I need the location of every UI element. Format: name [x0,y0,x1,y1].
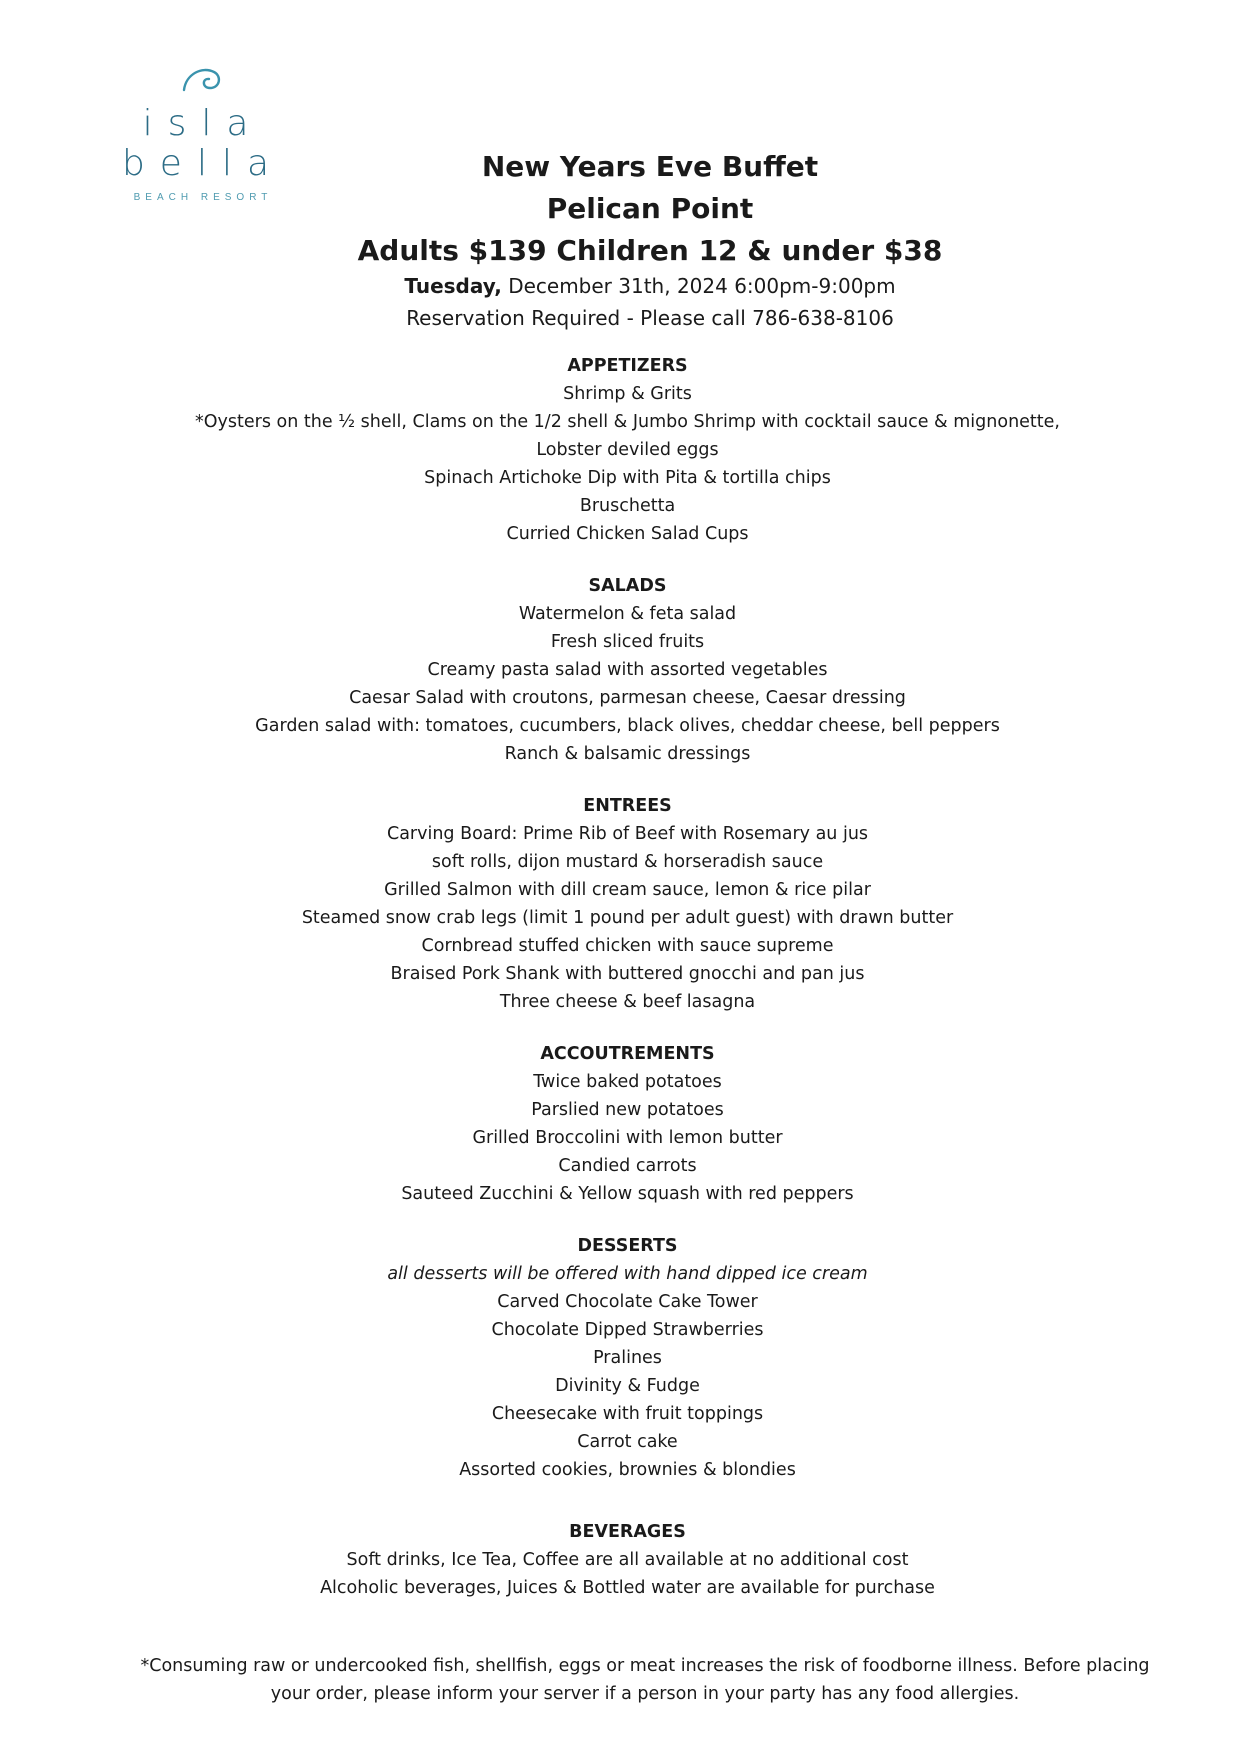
menu-item: Grilled Broccolini with lemon butter [472,1128,783,1148]
menu-item: Pralines [593,1348,662,1368]
resort-logo [118,62,288,242]
section-title: SALADS [588,576,667,596]
menu-item: Ranch & balsamic dressings [504,744,751,764]
event-title: New Years Eve Buffet [481,150,819,183]
event-day: Tuesday, [404,274,502,298]
menu-item: *Oysters on the ½ shell, Clams on the 1/2 shell & Jumbo Shrimp with cocktail sauce & mignonette, [195,412,1060,432]
menu-item: Cheesecake with fruit toppings [491,1404,764,1424]
menu-item: Spinach Artichoke Dip with Pita & tortilla chips [424,468,831,488]
menu-item: Caesar Salad with croutons, parmesan cheese, Caesar dressing [349,688,906,708]
menu-item: Candied carrots [558,1156,697,1176]
disclaimer-line: *Consuming raw or undercooked fish, shellfish, eggs or meat increases the risk of foodborne illness. Before placing [140,1656,1150,1676]
event-date-time: December 31th, 2024 6:00pm-9:00pm [508,274,896,298]
venue-name: Pelican Point [546,192,754,225]
menu-item: Parslied new potatoes [531,1100,724,1120]
menu-item: Creamy pasta salad with assorted vegetables [427,660,828,680]
menu-item: Carved Chocolate Cake Tower [497,1292,758,1312]
section-entrees [60,792,1195,1016]
reservation-info: Reservation Required - Please call 786-638-8106 [406,306,894,330]
menu-item: Alcoholic beverages, Juices & Bottled water are available for purchase [320,1578,935,1598]
menu-item: Divinity & Fudge [555,1376,700,1396]
menu-item: Sauteed Zucchini & Yellow squash with red peppers [401,1184,854,1204]
section-salads [60,572,1195,768]
menu-item: Bruschetta [579,496,676,516]
section-title: APPETIZERS [567,356,688,376]
section-title: ACCOUTREMENTS [540,1044,715,1064]
menu-header [340,146,960,334]
section-beverages [60,1518,1195,1602]
menu-item: Lobster deviled eggs [536,440,719,460]
section-title: ENTREES [583,796,672,816]
menu-item: Watermelon & feta salad [518,604,737,624]
menu-item: Carrot cake [577,1432,678,1452]
menu-item: Twice baked potatoes [533,1072,722,1092]
menu-item: Grilled Salmon with dill cream sauce, lemon & rice pilar [384,880,871,900]
menu-item: Shrimp & Grits [563,384,692,404]
section-title: DESSERTS [577,1236,678,1256]
disclaimer-line: your order, please inform your server if a person in your party has any food allergies. [270,1684,1020,1704]
menu-item: Carving Board: Prime Rib of Beef with Rosemary au jus [386,824,869,844]
menu-item: Garden salad with: tomatoes, cucumbers, black olives, cheddar cheese, bell peppers [255,716,1000,736]
logo-text-bella: bella [121,143,285,184]
section-accoutrements [60,1040,1195,1208]
logo-text-isla: isla [142,103,264,144]
wave-swirl-icon [180,62,226,96]
menu-item: Curried Chicken Salad Cups [506,524,749,544]
menu-item: Three cheese & beef lasagna [499,992,756,1012]
menu-item: Steamed snow crab legs (limit 1 pound per adult guest) with drawn butter [301,908,954,928]
menu-item: Fresh sliced fruits [550,632,705,652]
section-desserts [60,1232,1195,1484]
menu-item: Braised Pork Shank with buttered gnocchi and pan jus [390,964,865,984]
menu-item: soft rolls, dijon mustard & horseradish sauce [431,852,824,872]
event-date [340,270,960,302]
section-title: BEVERAGES [569,1522,686,1542]
price-line: Adults $139 Children 12 & under $38 [357,234,943,267]
menu-item: Assorted cookies, brownies & blondies [459,1460,796,1480]
allergy-disclaimer [90,1652,1200,1708]
section-appetizers [60,352,1195,548]
menu-item: Soft drinks, Ice Tea, Coffee are all available at no additional cost [346,1550,909,1570]
menu-body [60,352,1195,1626]
menu-item: Cornbread stuffed chicken with sauce supreme [421,936,834,956]
dessert-note: all desserts will be offered with hand dipped ice cream [387,1264,868,1284]
logo-tagline: BEACH RESORT [133,192,273,203]
menu-item: Chocolate Dipped Strawberries [491,1320,764,1340]
